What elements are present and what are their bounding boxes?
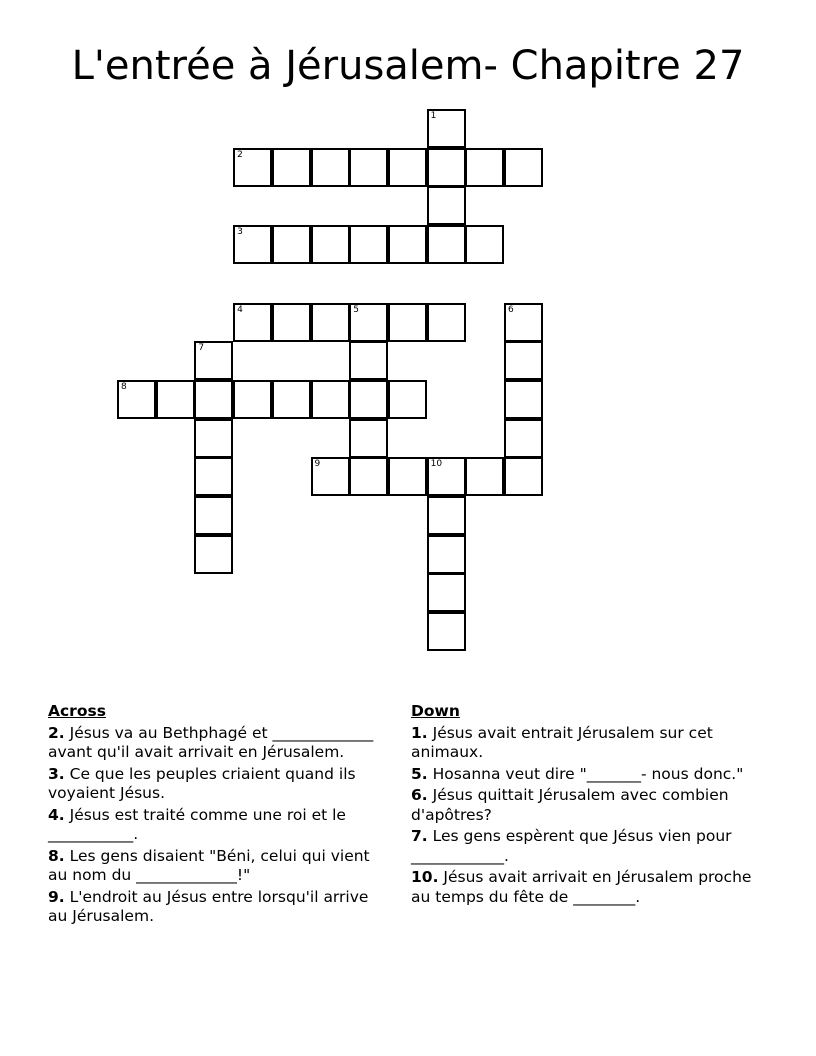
down-heading: Down [411, 702, 460, 720]
cell-number: 6 [508, 304, 514, 315]
grid-cell[interactable] [194, 419, 233, 458]
clue-text: Ce que les peuples criaient quand ils voyaient Jésus. [48, 764, 356, 802]
clue-across-8 [48, 847, 388, 886]
grid-cell[interactable] [272, 225, 311, 264]
clue-number: 10. [411, 868, 439, 886]
grid-cell[interactable] [311, 457, 350, 496]
grid-cell[interactable] [427, 109, 466, 148]
across-clues [48, 702, 388, 929]
grid-cell[interactable] [272, 380, 311, 419]
grid-cell[interactable] [388, 148, 427, 187]
grid-cell[interactable] [427, 148, 466, 187]
clue-text: Les gens espèrent que Jésus vien pour ____________. [411, 827, 732, 865]
clue-number: 7. [411, 827, 428, 845]
grid-cell[interactable] [427, 496, 466, 535]
grid-cell[interactable] [465, 225, 504, 264]
clue-across-9 [48, 888, 388, 927]
clue-number: 2. [48, 723, 65, 742]
grid-cell[interactable] [349, 457, 388, 496]
grid-cell[interactable] [504, 341, 543, 380]
cell-number: 2 [237, 149, 243, 160]
grid-cell[interactable] [427, 303, 466, 342]
grid-cell[interactable] [504, 457, 543, 496]
clue-number: 4. [48, 805, 65, 824]
grid-cell[interactable] [427, 186, 466, 225]
grid-cell[interactable] [194, 496, 233, 535]
cell-number: 1 [430, 111, 437, 121]
grid-cell[interactable] [349, 303, 388, 342]
grid-cell[interactable] [427, 535, 466, 574]
clue-number: 8. [48, 846, 65, 865]
clue-text: Hosanna veut dire "_______- nous donc." [432, 764, 744, 783]
clue-down-6 [411, 786, 761, 825]
clue-text: Jésus va au Bethphagé et _____________ avant qu'il avait arrivait en Jérusalem. [48, 723, 374, 761]
grid-cell[interactable] [117, 380, 156, 419]
clue-text: Jésus avait arrivait en Jérusalem proche au temps du fête de ________. [411, 868, 752, 906]
grid-cell[interactable] [233, 148, 272, 187]
grid-cell[interactable] [311, 303, 350, 342]
clue-text: Jésus avait entrait Jérusalem sur cet animaux. [411, 723, 713, 761]
cell-number: 10 [430, 459, 443, 470]
clue-text: Jésus quittait Jérusalem avec combien d'apôtres? [411, 786, 729, 824]
clue-number: 6. [411, 786, 428, 804]
grid-cell[interactable] [465, 457, 504, 496]
grid-cell[interactable] [349, 380, 388, 419]
down-clues [411, 702, 761, 909]
grid-cell[interactable] [233, 303, 272, 342]
grid-cell[interactable] [272, 148, 311, 187]
grid-cell[interactable] [349, 225, 388, 264]
grid-cell[interactable] [504, 380, 543, 419]
grid-cell[interactable] [156, 380, 195, 419]
clue-number: 5. [411, 764, 428, 783]
grid-cell[interactable] [504, 419, 543, 458]
grid-cell[interactable] [388, 380, 427, 419]
grid-cell[interactable] [427, 573, 466, 612]
grid-cell[interactable] [349, 419, 388, 458]
grid-cell[interactable] [272, 303, 311, 342]
clue-text: Jésus est traité comme une roi et le ___________. [48, 805, 346, 843]
grid-cell[interactable] [427, 457, 466, 496]
clue-number: 3. [48, 764, 65, 783]
cell-number: 3 [237, 227, 243, 238]
grid-cell[interactable] [504, 148, 543, 187]
clue-down-1 [411, 724, 761, 763]
clue-across-4 [48, 806, 388, 845]
grid-cell[interactable] [388, 457, 427, 496]
grid-cell[interactable] [311, 380, 350, 419]
grid-cell[interactable] [233, 380, 272, 419]
grid-cell[interactable] [194, 457, 233, 496]
grid-cell[interactable] [194, 380, 233, 419]
clue-down-5 [411, 765, 761, 785]
clue-down-7 [411, 827, 761, 866]
across-heading: Across [48, 702, 106, 720]
clue-down-10 [411, 868, 761, 907]
grid-cell[interactable] [427, 612, 466, 651]
grid-cell[interactable] [504, 303, 543, 342]
grid-cell[interactable] [349, 341, 388, 380]
cell-number: 5 [353, 304, 359, 315]
puzzle-title: L'entrée à Jérusalem- Chapitre 27 [71, 43, 745, 89]
grid-cell[interactable] [311, 225, 350, 264]
clue-text: L'endroit au Jésus entre lorsqu'il arrive au Jérusalem. [48, 887, 369, 925]
grid-cell[interactable] [388, 225, 427, 264]
grid-cell[interactable] [388, 303, 427, 342]
grid-cell[interactable] [194, 535, 233, 574]
grid-cell[interactable] [311, 148, 350, 187]
grid-cell[interactable] [194, 341, 233, 380]
clue-text: Les gens disaient "Béni, celui qui vient au nom du _____________!" [48, 846, 370, 884]
clue-across-2 [48, 724, 388, 763]
clue-across-3 [48, 765, 388, 804]
cell-number: 4 [237, 304, 243, 315]
grid-cell[interactable] [349, 148, 388, 187]
clue-number: 1. [411, 723, 428, 742]
grid-cell[interactable] [465, 148, 504, 187]
grid-cell[interactable] [427, 225, 466, 264]
cell-number: 8 [121, 381, 127, 392]
grid-cell[interactable] [233, 225, 272, 264]
clue-number: 9. [48, 887, 65, 906]
cell-number: 7 [198, 343, 205, 354]
cell-number: 9 [314, 459, 321, 470]
